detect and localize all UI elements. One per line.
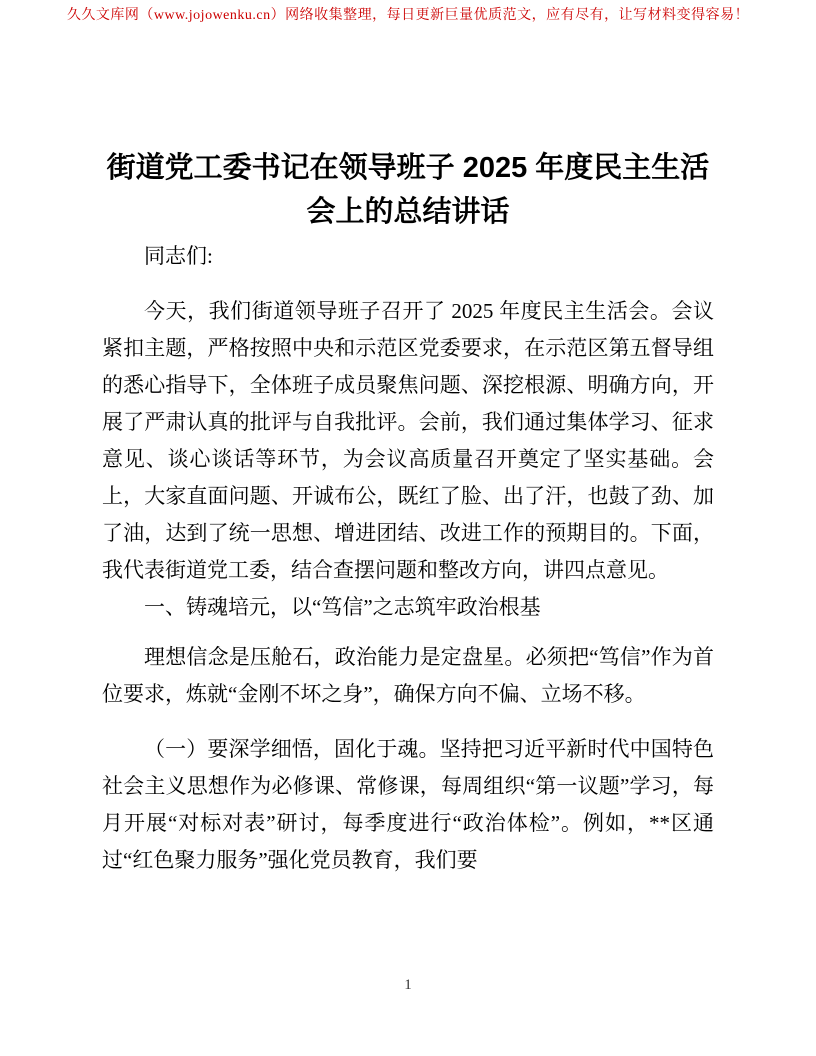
document-title: 街道党工委书记在领导班子 2025 年度民主生活会上的总结讲话: [106, 152, 710, 228]
paragraph-subsection-1: （一）要深学细悟，固化于魂。坚持把习近平新时代中国特色社会主义思想作为必修课、常修课，每周组织“第一议题”学习，每月开展“对标对表”研讨，每季度进行“政治体检”。例如，**区通过“红色聚力服务”强化党员教育，我们要: [102, 737, 714, 872]
page-number: 1: [404, 977, 412, 993]
document-body: [102, 238, 714, 879]
section-heading-1: 一、铸魂培元，以“笃信”之志筑牢政治根基: [144, 595, 541, 619]
paragraph-opening: 今天，我们街道领导班子召开了 2025 年度民主生活会。会议紧扣主题，严格按照中央和示范区党委要求，在示范区第五督导组的悉心指导下，全体班子成员聚焦问题、深挖根源、明确方向，开展了严肃认真的批评与自我批评。会前，我们通过集体学习、征求意见、谈心谈话等环节，为会议高质量召开奠定了坚实基础。会上，大家直面问题、开诚布公，既红了脸、出了汗，也鼓了劲、加了油，达到了统一思想、增进团结、改进工作的预期目的。下面，我代表街道党工委，结合查摆问题和整改方向，讲四点意见。: [102, 299, 714, 582]
salutation: 同志们:: [144, 244, 213, 268]
paragraph-ideals: 理想信念是压舱石，政治能力是定盘星。必须把“笃信”作为首位要求，炼就“金刚不坏之身”，确保方向不偏、立场不移。: [102, 645, 714, 706]
watermark-header: 久久文库网（www.jojowenku.cn）网络收集整理，每日更新巨量优质范文，应有尽有，让写材料变得容易！: [66, 8, 750, 23]
